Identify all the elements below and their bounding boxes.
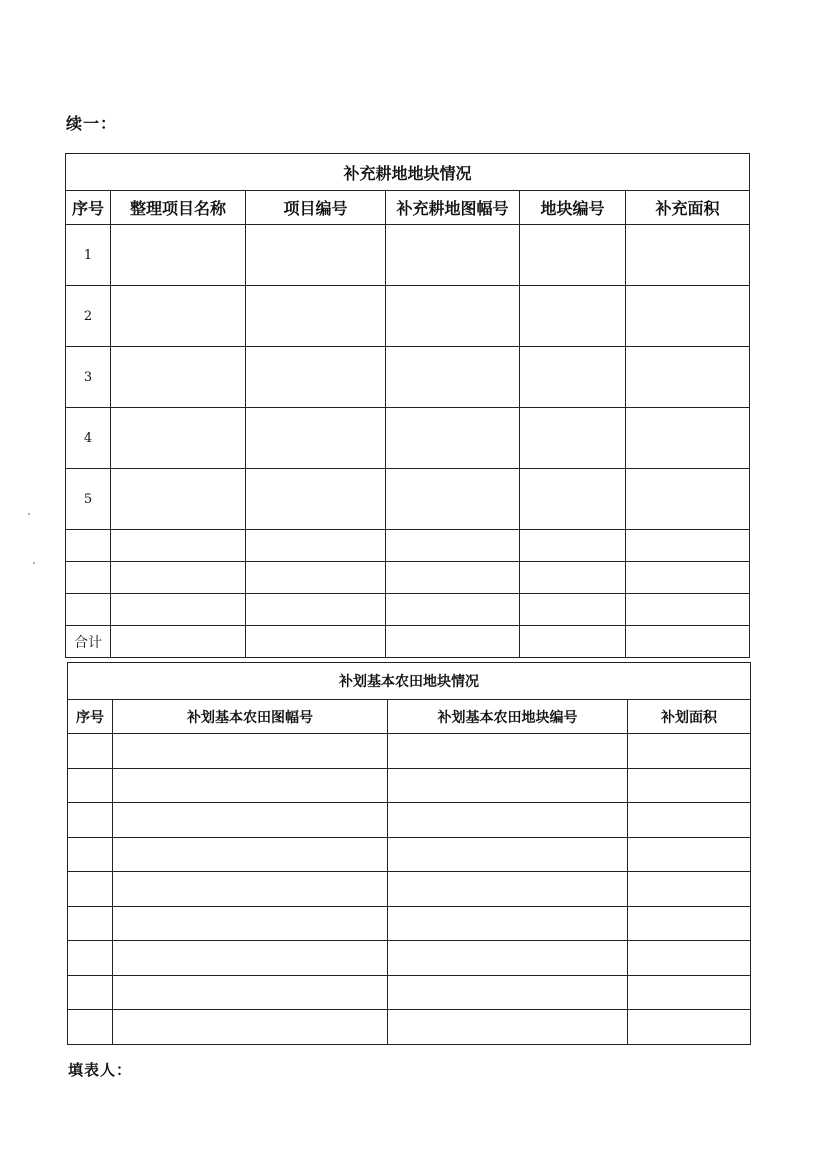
table-row — [66, 347, 750, 408]
cell[interactable] — [68, 803, 113, 838]
table1-header-no: 序号 — [66, 191, 111, 225]
cell[interactable] — [68, 1010, 113, 1045]
supplementary-farmland-table — [65, 153, 750, 658]
cell[interactable] — [111, 286, 246, 347]
table1-header-project-code: 项目编号 — [246, 191, 386, 225]
cell[interactable] — [520, 286, 626, 347]
row-number: 5 — [66, 469, 111, 530]
cell[interactable] — [386, 286, 520, 347]
cell[interactable] — [113, 906, 388, 941]
table-row — [68, 734, 751, 769]
cell[interactable] — [111, 225, 246, 286]
table-row — [66, 408, 750, 469]
cell[interactable] — [386, 225, 520, 286]
table1-header-parcel-code: 地块编号 — [520, 191, 626, 225]
cell[interactable] — [111, 469, 246, 530]
table-row — [66, 286, 750, 347]
cell[interactable] — [388, 734, 628, 769]
cell[interactable] — [246, 562, 386, 594]
table1-header-map-sheet: 补充耕地图幅号 — [386, 191, 520, 225]
cell[interactable] — [388, 941, 628, 976]
cell[interactable] — [628, 803, 751, 838]
cell[interactable] — [113, 768, 388, 803]
table-row — [68, 975, 751, 1010]
scan-speck — [28, 513, 30, 515]
table2-header-parcel-code: 补划基本农田地块编号 — [388, 700, 628, 734]
row-number — [66, 594, 111, 626]
cell[interactable] — [113, 872, 388, 907]
row-number: 1 — [66, 225, 111, 286]
row-number: 4 — [66, 408, 111, 469]
cell[interactable] — [246, 347, 386, 408]
cell[interactable] — [388, 906, 628, 941]
cell[interactable] — [520, 469, 626, 530]
cell[interactable] — [246, 408, 386, 469]
total-row — [66, 626, 750, 658]
cell[interactable] — [388, 1010, 628, 1045]
cell[interactable] — [111, 562, 246, 594]
cell[interactable] — [68, 975, 113, 1010]
cell[interactable] — [626, 594, 750, 626]
cell[interactable] — [386, 626, 520, 658]
cell[interactable] — [111, 626, 246, 658]
table-row — [68, 768, 751, 803]
cell[interactable] — [68, 872, 113, 907]
table-row — [66, 225, 750, 286]
cell[interactable] — [388, 803, 628, 838]
cell[interactable] — [113, 803, 388, 838]
table2-header-area: 补划面积 — [628, 700, 751, 734]
cell[interactable] — [626, 408, 750, 469]
cell[interactable] — [520, 408, 626, 469]
cell[interactable] — [520, 225, 626, 286]
cell[interactable] — [68, 837, 113, 872]
cell[interactable] — [628, 1010, 751, 1045]
table2-title: 补划基本农田地块情况 — [68, 663, 751, 700]
cell[interactable] — [113, 975, 388, 1010]
table-row — [68, 906, 751, 941]
supplementary-basic-farmland-table — [67, 662, 751, 1045]
cell[interactable] — [626, 530, 750, 562]
table-row — [66, 562, 750, 594]
cell[interactable] — [626, 225, 750, 286]
cell[interactable] — [113, 941, 388, 976]
cell[interactable] — [111, 408, 246, 469]
page-heading: 续一： — [66, 114, 118, 133]
cell[interactable] — [386, 594, 520, 626]
table-row — [68, 803, 751, 838]
cell[interactable] — [386, 530, 520, 562]
cell[interactable] — [520, 347, 626, 408]
cell[interactable] — [68, 734, 113, 769]
cell[interactable] — [113, 837, 388, 872]
total-label: 合计 — [66, 626, 111, 658]
table-row — [68, 941, 751, 976]
table2-header-map-sheet: 补划基本农田图幅号 — [113, 700, 388, 734]
row-number: 3 — [66, 347, 111, 408]
cell[interactable] — [520, 626, 626, 658]
table1-header-area: 补充面积 — [626, 191, 750, 225]
cell[interactable] — [626, 626, 750, 658]
table1-title: 补充耕地地块情况 — [66, 154, 750, 191]
table-row — [68, 872, 751, 907]
cell[interactable] — [113, 1010, 388, 1045]
cell[interactable] — [628, 941, 751, 976]
cell[interactable] — [626, 347, 750, 408]
cell[interactable] — [386, 562, 520, 594]
cell[interactable] — [246, 626, 386, 658]
cell[interactable] — [628, 734, 751, 769]
row-number — [66, 562, 111, 594]
cell[interactable] — [246, 594, 386, 626]
cell[interactable] — [246, 286, 386, 347]
cell[interactable] — [386, 408, 520, 469]
cell[interactable] — [386, 469, 520, 530]
cell[interactable] — [628, 975, 751, 1010]
cell[interactable] — [626, 469, 750, 530]
cell[interactable] — [68, 906, 113, 941]
cell[interactable] — [246, 530, 386, 562]
cell[interactable] — [628, 837, 751, 872]
cell[interactable] — [626, 286, 750, 347]
table-row — [66, 469, 750, 530]
cell[interactable] — [628, 906, 751, 941]
cell[interactable] — [520, 562, 626, 594]
cell[interactable] — [386, 347, 520, 408]
cell[interactable] — [68, 941, 113, 976]
cell[interactable] — [388, 872, 628, 907]
cell[interactable] — [113, 734, 388, 769]
table-row — [68, 1010, 751, 1045]
table1-header-project-name: 整理项目名称 — [111, 191, 246, 225]
cell[interactable] — [520, 530, 626, 562]
cell[interactable] — [111, 347, 246, 408]
cell[interactable] — [68, 768, 113, 803]
cell[interactable] — [388, 837, 628, 872]
row-number: 2 — [66, 286, 111, 347]
cell[interactable] — [246, 225, 386, 286]
cell[interactable] — [388, 768, 628, 803]
row-number — [66, 530, 111, 562]
table2-header-no: 序号 — [68, 700, 113, 734]
cell[interactable] — [626, 562, 750, 594]
cell[interactable] — [111, 530, 246, 562]
cell[interactable] — [520, 594, 626, 626]
scan-speck — [33, 562, 35, 564]
cell[interactable] — [111, 594, 246, 626]
cell[interactable] — [628, 872, 751, 907]
table-row — [66, 594, 750, 626]
table-row — [68, 837, 751, 872]
cell[interactable] — [388, 975, 628, 1010]
cell[interactable] — [628, 768, 751, 803]
cell[interactable] — [246, 469, 386, 530]
table-row — [66, 530, 750, 562]
filled-by-label: 填表人： — [68, 1061, 133, 1079]
